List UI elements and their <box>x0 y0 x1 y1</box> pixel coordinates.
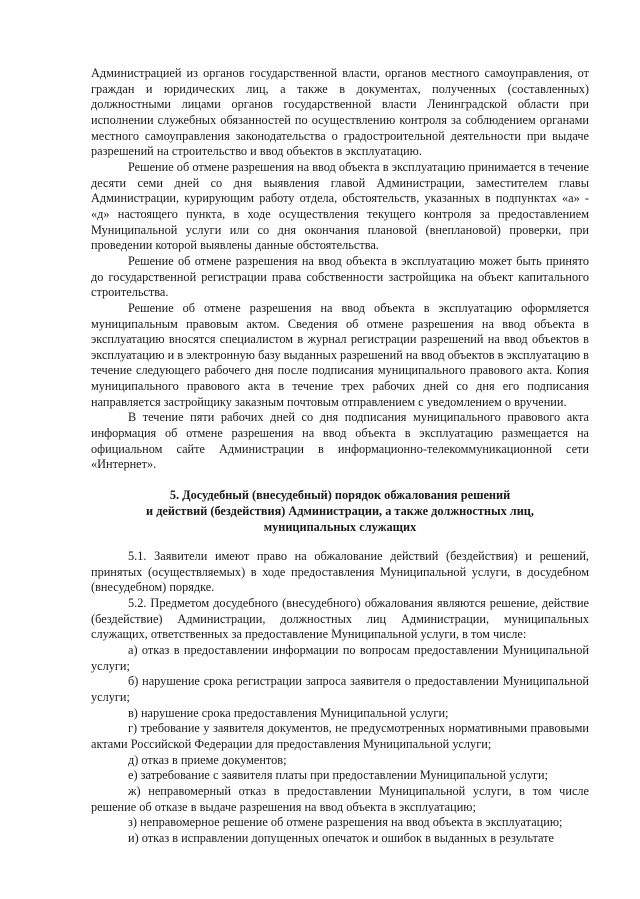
list-item: з) неправомерное решение об отмене разрешения на ввод объекта в эксплуатацию; <box>128 815 563 830</box>
paragraph: Решение об отмене разрешения на ввод объекта в эксплуатацию принимается в течение десяти семи дней со дня выявления главой Администрации, заместителем главы Администрации, курирующим работу отдела, обстоятельств, указанных в подпунктах «а» - «д» настоящего пункта, в ходе осуществления текущего контроля за предоставлением Муниципальной услуги или со дня окончания плановой (внеплановой) проверки, при проведении которой выявлены данные обстоятельства. <box>91 159 589 253</box>
paragraph: 5.1. Заявители имеют право на обжалование действий (бездействия) и решений, принятых (осуществляемых) в ходе предоставления Муниципальной услуги, в досудебном (внесудебном) порядке. <box>91 549 589 595</box>
list-item: и) отказ в исправлении допущенных опечаток и ошибок в выданных в результате <box>128 830 555 845</box>
section-heading-line: муниципальных служащих <box>263 520 417 535</box>
paragraph: 5.2. Предметом досудебного (внесудебного) обжалования являются решение, действие (бездействие) Администрации, должностных лиц Администрации, муниципальных служащих, ответственных за предоставление Муниципальной услуги, в том числе: <box>91 596 589 642</box>
list-item: в) нарушение срока предоставления Муниципальной услуги; <box>128 705 449 720</box>
list-item: д) отказ в приеме документов; <box>128 752 287 767</box>
document-page <box>91 66 589 847</box>
list-item: е) затребование с заявителя платы при предоставлении Муниципальной услуги; <box>128 768 549 783</box>
list-item: б) нарушение срока регистрации запроса заявителя о предоставлении Муниципальной услуги; <box>91 674 589 704</box>
list-item: а) отказ в предоставлении информации по вопросам предоставлении Муниципальной услуги; <box>91 643 589 673</box>
paragraph: Решение об отмене разрешения на ввод объекта в эксплуатацию может быть принято до государственной регистрации права собственности застройщика на объект капитального строительства. <box>91 253 589 300</box>
paragraph: Администрацией из органов государственной власти, органов местного самоуправления, от граждан и юридических лиц, а также в документах, полученных (составленных) должностными лицами органов государственной власти Ленинградской области при исполнении служебных обязанностей по осуществлению контроля за соблюдением органами местного самоуправления законодательства о градостроительной деятельности при выдаче разрешений на строительство и ввод объектов в эксплуатацию. <box>91 66 589 159</box>
section-heading-line: и действий (бездействия) Администрации, а также должностных лиц, <box>146 504 534 519</box>
list-item: г) требование у заявителя документов, не предусмотренных нормативными правовыми актами Российской Федерации для предоставления Муниципальной услуги; <box>91 721 589 751</box>
section-heading <box>91 487 589 535</box>
paragraph: В течение пяти рабочих дней со дня подписания муниципального правового акта информация об отмене разрешения на ввод объекта в эксплуатацию размещается на официальном сайте Администрации в информационно-телекоммуникационной сети «Интернет». <box>91 410 589 472</box>
section-heading-line: 5. Досудебный (внесудебный) порядок обжалования решений <box>169 488 511 503</box>
paragraph: Решение об отмене разрешения на ввод объекта в эксплуатацию оформляется муниципальным правовым актом. Сведения об отмене разрешения на ввод объекта в эксплуатацию вносятся специалистом в журнал регистрации разрешений на ввод объектов в эксплуатацию и в электронную базу выданных разрешений на ввод объектов в эксплуатацию в течение следующего рабочего дня после подписания муниципального правового акта. Копия муниципального правового акта в течение трех рабочих дней со дня его подписания направляется застройщику заказным почтовым отправлением с уведомлением о вручении. <box>91 300 589 409</box>
list-item: ж) неправомерный отказ в предоставлении Муниципальной услуги, в том числе решение об отказе в выдаче разрешения на ввод объекта в эксплуатацию; <box>91 783 589 814</box>
